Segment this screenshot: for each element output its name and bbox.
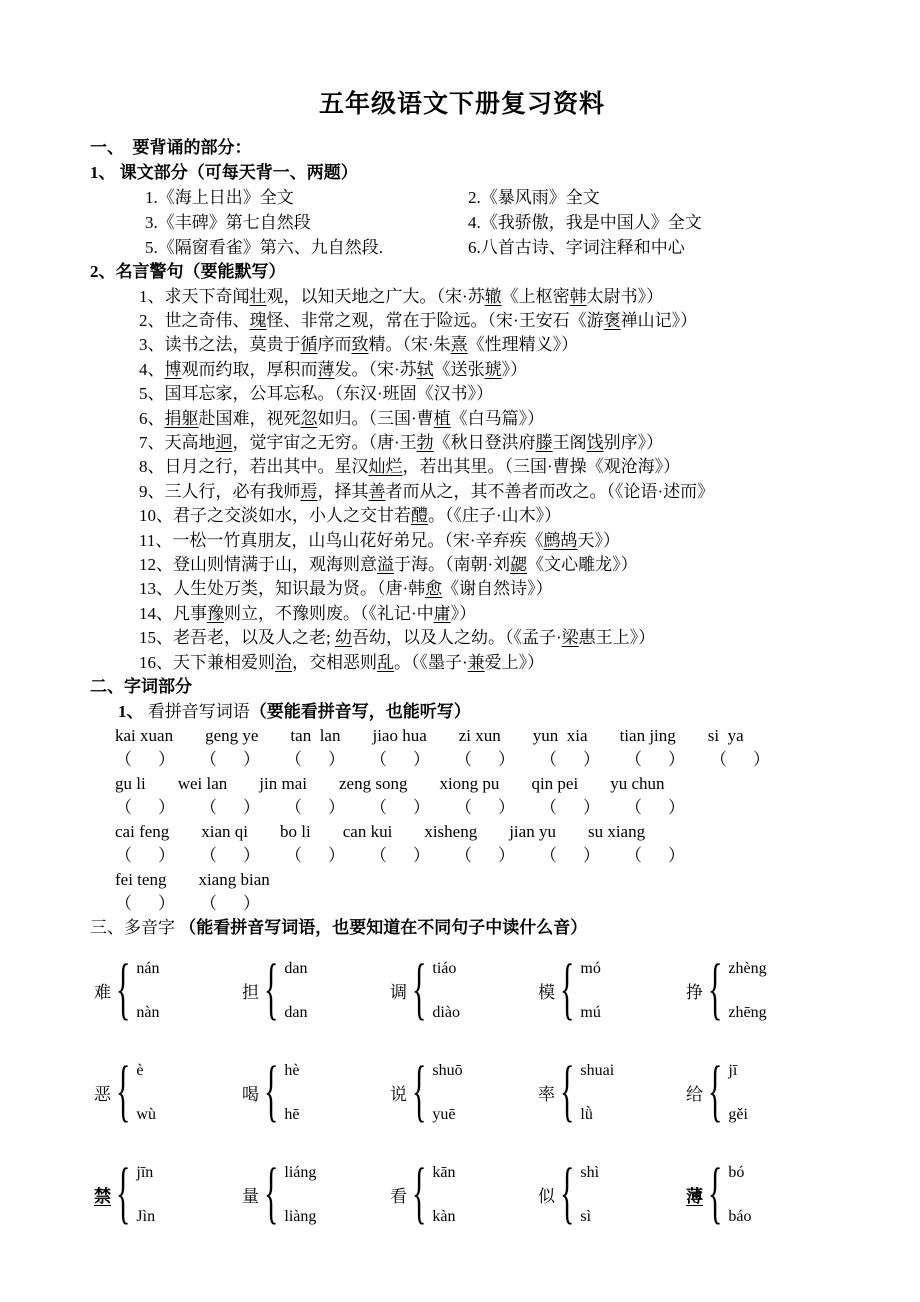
polyphone-character: 率 xyxy=(538,1085,555,1104)
pinyin-word: wei lan xyxy=(177,774,228,793)
quote-item: 7、天高地迥，觉宇宙之无穷。（唐·王勃《秋日登洪府滕王阁饯别序》） xyxy=(139,432,664,452)
polyphone-readings xyxy=(728,1164,751,1226)
course-item: 6.八首古诗、字词注释和中心 xyxy=(468,238,685,257)
course-row xyxy=(90,185,834,210)
brace-glyph: { xyxy=(560,1155,575,1232)
polyphone-readings xyxy=(580,1062,614,1124)
polyphone-character: 给 xyxy=(686,1085,703,1104)
polyphone-character: 恶 xyxy=(94,1085,111,1104)
polyphone-readings xyxy=(136,960,159,1022)
brace-glyph: { xyxy=(560,1053,575,1130)
answer-blank: （ ） xyxy=(625,750,685,769)
pinyin-reading: zhēng xyxy=(728,1003,767,1021)
course-item: 4.《我骄傲，我是中国人》全文 xyxy=(468,213,702,232)
answer-blank: （ ） xyxy=(285,846,345,865)
quote-item: 14、凡事豫则立，不豫则废。（《礼记·中庸》） xyxy=(139,603,477,623)
answer-blank: （ ） xyxy=(710,750,770,769)
pinyin-word: yu chun xyxy=(610,774,665,793)
pinyin-reading: dan xyxy=(284,1003,308,1021)
polyphone-entry xyxy=(538,1053,686,1130)
pinyin-word: xisheng xyxy=(424,822,478,841)
polyphone-entry xyxy=(390,1155,538,1232)
polyphone-entry xyxy=(686,1155,834,1232)
answer-blank: （ ） xyxy=(285,798,345,817)
polyphone-entry xyxy=(538,1155,686,1232)
pinyin-reading: yuē xyxy=(432,1105,456,1123)
pinyin-reading: shuai xyxy=(580,1061,615,1079)
pinyin-word: jiao hua xyxy=(372,726,427,745)
document-title: 五年级语文下册复习资料 xyxy=(318,91,605,118)
pinyin-reading: gěi xyxy=(728,1105,748,1123)
pinyin-blank-row xyxy=(90,892,834,916)
pinyin-reading: mó xyxy=(580,959,601,977)
course-item: 3.《丰碑》第七自然段 xyxy=(145,213,311,232)
answer-blank: （ ） xyxy=(115,750,175,769)
brace-glyph: { xyxy=(412,1155,427,1232)
brace-glyph: { xyxy=(264,1155,279,1232)
pinyin-word: tan lan xyxy=(290,726,341,745)
course-item: 5.《隔窗看雀》第六、九自然段. xyxy=(145,238,383,257)
answer-blank: （ ） xyxy=(455,846,515,865)
pinyin-reading: liáng xyxy=(284,1163,317,1181)
polyphone-readings xyxy=(580,1164,599,1226)
courses-heading: 1、 课文部分（可每天背一、两题） xyxy=(90,162,358,182)
quote-item: 11、一松一竹真朋友，山鸟山花好弟兄。（宋·辛弃疾《鹧鸪天》） xyxy=(139,530,621,550)
pinyin-reading: diào xyxy=(432,1003,460,1021)
quote-item: 4、博观而约取，厚积而薄发。（宋·苏轼《送张琥》） xyxy=(139,359,528,379)
quote-item: 5、国耳忘家，公耳忘私。（东汉·班固《汉书》） xyxy=(139,384,494,404)
answer-blank: （ ） xyxy=(285,750,345,769)
quote-item: 8、日月之行，若出其中。星汉灿烂，若出其里。（三国·曹操《观沧海》） xyxy=(139,457,681,477)
brace-glyph: { xyxy=(412,951,427,1028)
polyphone-character: 模 xyxy=(538,983,555,1002)
pinyin-reading: dan xyxy=(284,959,308,977)
pinyin-blank-row xyxy=(90,748,834,772)
polyphone-readings xyxy=(136,1164,155,1226)
pinyin-blank-row xyxy=(90,844,834,868)
pinyin-reading: nán xyxy=(136,959,160,977)
polyphone-character: 难 xyxy=(94,983,111,1002)
polyphone-character: 禁 xyxy=(94,1187,111,1206)
polyphone-readings xyxy=(432,960,460,1022)
quote-item: 2、世之奇伟、瑰怪、非常之观，常在于险远。（宋·王安石《游褒禅山记》） xyxy=(139,310,698,330)
polyphone-entry xyxy=(94,1053,242,1130)
answer-blank: （ ） xyxy=(115,894,175,913)
pinyin-word-row xyxy=(90,772,834,796)
polyphone-readings xyxy=(728,960,766,1022)
pinyin-word: gu li xyxy=(115,774,146,793)
answer-blank: （ ） xyxy=(540,846,600,865)
pinyin-word: cai feng xyxy=(115,822,170,841)
polyphone-readings xyxy=(728,1062,748,1124)
pinyin-word: bo li xyxy=(280,822,311,841)
answer-blank: （ ） xyxy=(200,894,260,913)
polyphone-readings xyxy=(580,960,600,1022)
brace-glyph: { xyxy=(708,1155,723,1232)
polyphone-entry xyxy=(390,951,538,1028)
course-list xyxy=(90,185,834,260)
pinyin-groups xyxy=(90,724,834,916)
pinyin-heading xyxy=(90,700,834,725)
polyphone-grid xyxy=(90,951,834,1232)
polyphone-heading-note: （能看拼音写词语，也要知道在不同句子中读什么音） xyxy=(179,918,588,937)
polyphone-heading xyxy=(90,916,834,941)
polyphone-readings xyxy=(432,1062,462,1124)
brace-glyph: { xyxy=(708,1053,723,1130)
pinyin-word: kai xuan xyxy=(115,726,174,745)
pinyin-word: fei teng xyxy=(115,870,167,889)
quotes-heading: 2、名言警句（要能默写） xyxy=(90,262,286,281)
answer-blank: （ ） xyxy=(115,846,175,865)
quote-item: 1、求天下奇闻壮观，以知天地之广大。（宋·苏辙《上枢密韩太尉书》） xyxy=(139,286,664,306)
quote-item: 15、老吾老，以及人之老; 幼吾幼，以及人之幼。（《孟子·梁惠王上》） xyxy=(139,628,656,648)
polyphone-heading-number: 三、多音字 xyxy=(90,918,180,937)
pinyin-word-row xyxy=(90,868,834,892)
pinyin-reading: shuō xyxy=(432,1061,463,1079)
course-item: 1.《海上日出》全文 xyxy=(145,188,294,207)
quote-item: 9、三人行，必有我师焉，择其善者而从之，其不善者而改之。（《论语·述而》 xyxy=(139,481,715,501)
answer-blank: （ ） xyxy=(625,798,685,817)
quote-item: 10、君子之交淡如水，小人之交甘若醴。（《庄子·山木》） xyxy=(139,506,562,526)
polyphone-readings xyxy=(284,960,307,1022)
pinyin-reading: Jìn xyxy=(136,1207,156,1225)
answer-blank: （ ） xyxy=(540,798,600,817)
pinyin-reading: lǜ xyxy=(580,1105,593,1123)
quote-item: 16、天下兼相爱则治，交相恶则乱。（《墨子·兼爱上》） xyxy=(139,652,545,672)
pinyin-reading: kān xyxy=(432,1163,456,1181)
pinyin-word: yun xia xyxy=(532,726,588,745)
pinyin-reading: jī xyxy=(728,1061,738,1079)
brace-glyph: { xyxy=(116,951,131,1028)
polyphone-entry xyxy=(538,951,686,1028)
polyphone-entry xyxy=(242,951,390,1028)
polyphone-character: 喝 xyxy=(242,1085,259,1104)
polyphone-character: 似 xyxy=(538,1187,555,1206)
brace-glyph: { xyxy=(264,1053,279,1130)
pinyin-reading: zhèng xyxy=(728,959,767,977)
polyphone-character: 挣 xyxy=(686,983,703,1002)
course-row xyxy=(90,235,834,260)
brace-glyph: { xyxy=(116,1155,131,1232)
words-section-heading: 二、字词部分 xyxy=(90,677,192,696)
pinyin-word-row xyxy=(90,724,834,748)
polyphone-readings xyxy=(284,1164,316,1226)
pinyin-word: xiong pu xyxy=(439,774,500,793)
polyphone-character: 薄 xyxy=(686,1187,703,1206)
brace-glyph: { xyxy=(560,951,575,1028)
pinyin-word: zeng song xyxy=(338,774,408,793)
answer-blank: （ ） xyxy=(115,798,175,817)
pinyin-word: su xiang xyxy=(587,822,646,841)
brace-glyph: { xyxy=(708,951,723,1028)
pinyin-reading: hè xyxy=(284,1061,300,1079)
pinyin-word: jian yu xyxy=(509,822,556,841)
polyphone-readings xyxy=(432,1164,455,1226)
quote-item: 13、人生处万类，知识最为贤。（唐·韩愈《谢自然诗》） xyxy=(139,579,553,599)
pinyin-reading: bó xyxy=(728,1163,745,1181)
answer-blank: （ ） xyxy=(370,798,430,817)
pinyin-reading: nàn xyxy=(136,1003,160,1021)
polyphone-entry xyxy=(686,951,834,1028)
polyphone-character: 说 xyxy=(390,1085,407,1104)
pinyin-heading-note: （要能看拼音写，也能听写） xyxy=(249,701,471,721)
pinyin-blank-row xyxy=(90,796,834,820)
polyphone-character: 担 xyxy=(242,983,259,1002)
polyphone-entry xyxy=(94,951,242,1028)
pinyin-heading-main: 看拼音写词语 xyxy=(147,701,250,721)
answer-blank: （ ） xyxy=(370,846,430,865)
pinyin-reading: tiáo xyxy=(432,959,457,977)
pinyin-reading: kàn xyxy=(432,1207,456,1225)
pinyin-word: geng ye xyxy=(205,726,259,745)
brace-glyph: { xyxy=(116,1053,131,1130)
answer-blank: （ ） xyxy=(370,750,430,769)
course-row xyxy=(90,210,834,235)
answer-blank: （ ） xyxy=(540,750,600,769)
quote-item: 12、登山则情满于山，观海则意溢于海。（南朝·刘勰《文心雕龙》） xyxy=(139,554,638,574)
pinyin-word: qin pei xyxy=(531,774,579,793)
pinyin-reading: è xyxy=(136,1061,144,1079)
pinyin-reading: báo xyxy=(728,1207,752,1225)
pinyin-reading: wù xyxy=(136,1105,156,1123)
brace-glyph: { xyxy=(412,1053,427,1130)
pinyin-word: zi xun xyxy=(458,726,501,745)
polyphone-character: 量 xyxy=(242,1187,259,1206)
brace-glyph: { xyxy=(264,951,279,1028)
answer-blank: （ ） xyxy=(200,750,260,769)
answer-blank: （ ） xyxy=(625,846,685,865)
answer-blank: （ ） xyxy=(455,750,515,769)
pinyin-word: xiang bian xyxy=(198,870,270,889)
pinyin-word-row xyxy=(90,820,834,844)
polyphone-entry xyxy=(242,1053,390,1130)
pinyin-reading: shì xyxy=(580,1163,600,1181)
polyphone-entry xyxy=(686,1053,834,1130)
quote-list xyxy=(90,285,834,676)
polyphone-character: 调 xyxy=(390,983,407,1002)
answer-blank: （ ） xyxy=(200,846,260,865)
pinyin-word: jin mai xyxy=(259,774,307,793)
polyphone-readings xyxy=(136,1062,156,1124)
pinyin-heading-number: 1、 xyxy=(118,701,148,721)
pinyin-reading: hē xyxy=(284,1105,300,1123)
pinyin-word: can kui xyxy=(342,822,393,841)
pinyin-reading: sì xyxy=(580,1207,592,1225)
pinyin-reading: mú xyxy=(580,1003,601,1021)
pinyin-word: si ya xyxy=(707,726,744,745)
section-recite-heading: 一、 要背诵的部分： xyxy=(90,138,252,157)
quote-item: 3、读书之法，莫贵于循序而致精。（宋·朱熹《性理精义》） xyxy=(139,335,579,355)
pinyin-word: tian jing xyxy=(619,726,676,745)
answer-blank: （ ） xyxy=(455,798,515,817)
course-item: 2.《暴风雨》全文 xyxy=(468,188,600,207)
polyphone-entry xyxy=(242,1155,390,1232)
pinyin-word: xian qi xyxy=(201,822,249,841)
answer-blank: （ ） xyxy=(200,798,260,817)
pinyin-reading: jīn xyxy=(136,1163,154,1181)
polyphone-entry xyxy=(390,1053,538,1130)
polyphone-entry xyxy=(94,1155,242,1232)
polyphone-character: 看 xyxy=(390,1187,407,1206)
quote-item: 6、捐躯赴国难，视死忽如归。（三国·曹植《白马篇》） xyxy=(139,408,545,428)
pinyin-reading: liàng xyxy=(284,1207,317,1225)
polyphone-readings xyxy=(284,1062,299,1124)
